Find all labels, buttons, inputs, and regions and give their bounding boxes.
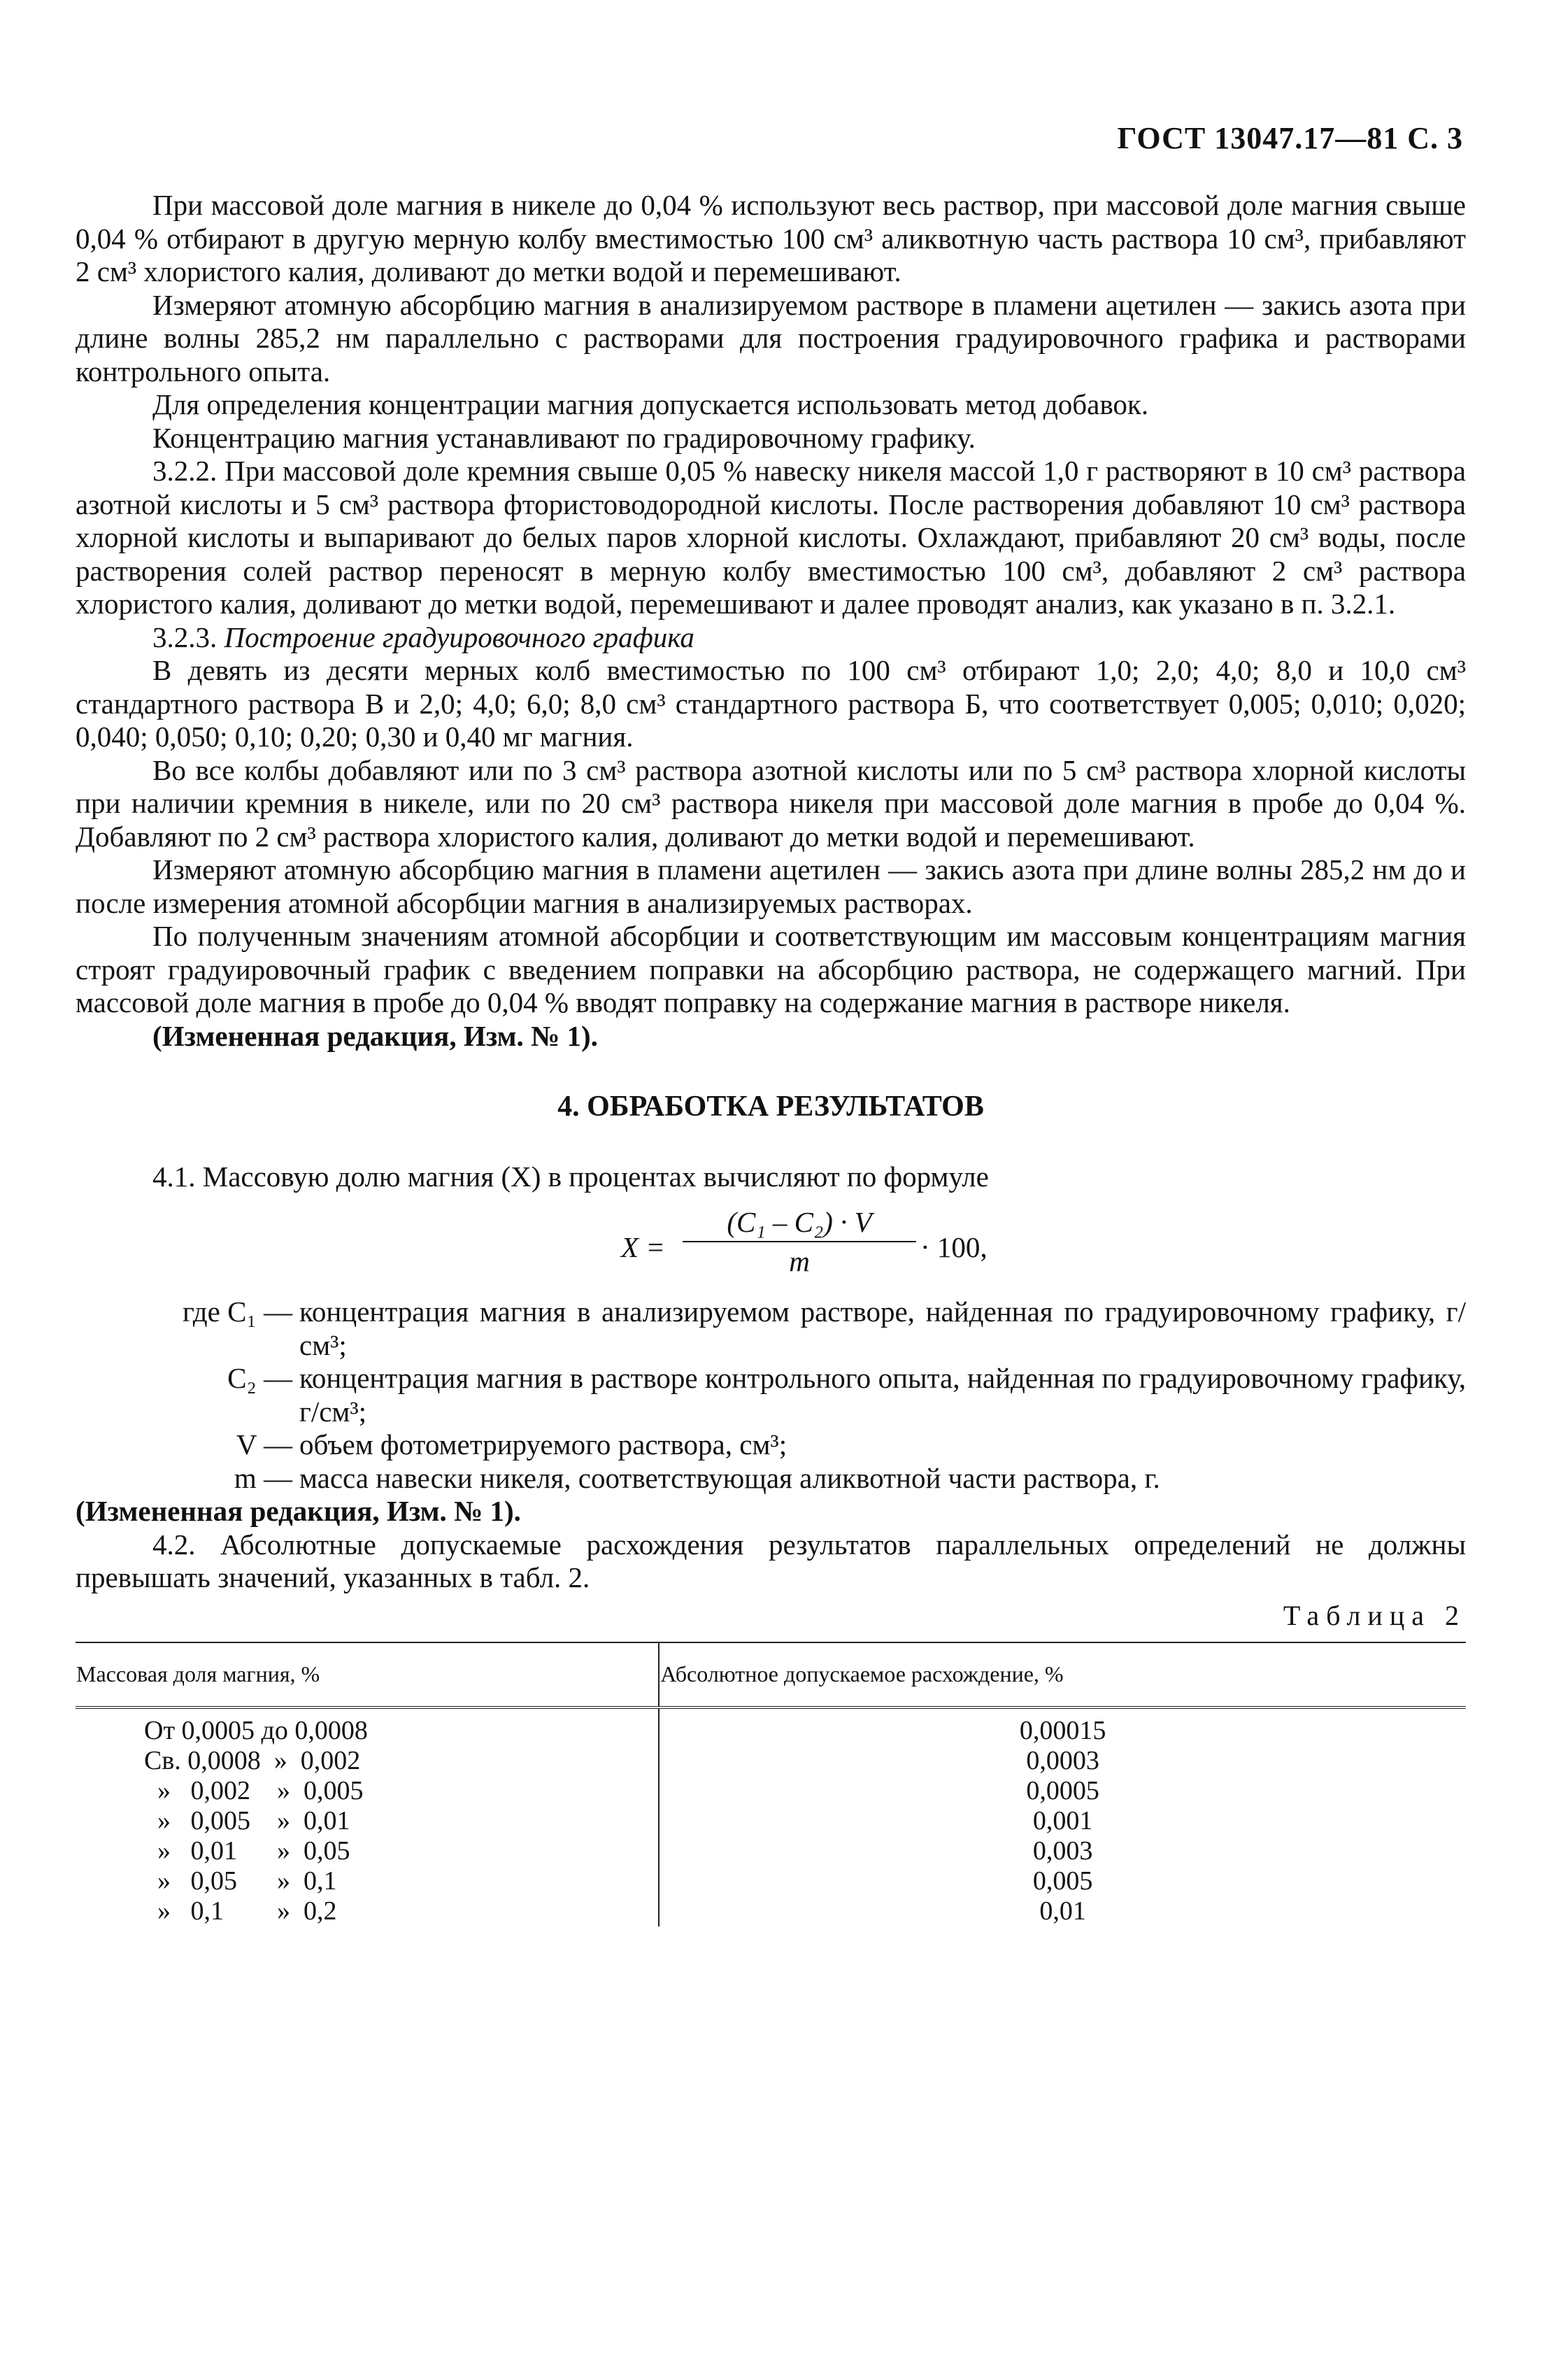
definition-text: концентрация магния в анализируемом растворе, найденная по градуировочному графику, г/см³; xyxy=(299,1295,1466,1361)
variable-definitions xyxy=(76,1295,1466,1495)
table-cell: » 0,1 » 0,2 xyxy=(144,1896,337,1926)
fraction-bar xyxy=(683,1241,916,1242)
definition-symbol: V — xyxy=(236,1428,292,1461)
subsection-heading xyxy=(76,621,1466,655)
table-cell: 0,00015 xyxy=(1019,1716,1106,1745)
amendment-note: (Измененная редакция, Изм. № 1). xyxy=(152,1019,598,1052)
formula-denominator: m xyxy=(789,1245,810,1277)
amendment-note: (Измененная редакция, Изм. № 1). xyxy=(76,1495,521,1527)
definition-row xyxy=(76,1362,1466,1428)
table-cell: 0,0005 xyxy=(1026,1776,1099,1805)
table-cell: 0,003 xyxy=(1032,1836,1093,1866)
paragraph: Измеряют атомную абсорбцию магния в анализируемом растворе в пламени ацетилен — закись азота при длине волны 285,2 нм параллельно с растворами для построения градуировочного графика и растворами контрольного опыта. xyxy=(76,288,1466,388)
table-cell: » 0,01 » 0,05 xyxy=(144,1836,350,1866)
section-title: 4. ОБРАБОТКА РЕЗУЛЬТАТОВ xyxy=(557,1091,984,1123)
tolerance-table xyxy=(76,1642,1466,1926)
paragraph: Во все колбы добавляют или по 3 см³ раствора азотной кислоты или по 5 см³ раствора хлорной кислоты при наличии кремния в никеле, или по 20 см³ раствора никеля при массовой доле магния в пробе до 0,04 %. Добавляют по 2 см³ раствора хлористого калия, доливают до метки водой и перемешивают. xyxy=(76,753,1466,853)
definition-row xyxy=(76,1295,1466,1362)
formula xyxy=(76,1206,1466,1281)
paragraph: 4.2. Абсолютные допускаемые расхождения результатов параллельных определений не должны превышать значений, указанных в табл. 2. xyxy=(76,1528,1466,1593)
definition-text: концентрация магния в растворе контрольного опыта, найденная по градуировочному графику, г/см³; xyxy=(299,1362,1466,1428)
formula-rhs: · 100, xyxy=(920,1231,988,1263)
table-cell: 0,0003 xyxy=(1026,1746,1099,1775)
formula-numerator: (C₁ – C₂) · V xyxy=(727,1206,872,1238)
subsection-number: 3.2.3. xyxy=(152,620,224,653)
table-cell: » 0,05 » 0,1 xyxy=(144,1866,337,1896)
paragraph: Для определения концентрации магния допускается использовать метод добавок. xyxy=(152,388,1149,420)
table-cell: » 0,005 » 0,01 xyxy=(144,1806,350,1835)
definition-symbol: где C₁ — xyxy=(183,1295,292,1328)
table-cell: Св. 0,0008 » 0,002 xyxy=(144,1746,361,1775)
paragraph: При массовой доле магния в никеле до 0,04 % используют весь раствор, при массовой доле магния свыше 0,04 % отбирают в другую мерную колбу вместимостью 100 см³ аликвотную часть раствора 10 см³, прибавляют 2 см³ хлористого калия, доливают до метки водой и перемешивают. xyxy=(76,189,1466,287)
paragraph: Концентрацию магния устанавливают по градировочному графику. xyxy=(152,421,976,454)
table-caption: Таблица 2 xyxy=(1283,1599,1466,1631)
table-cell: От 0,0005 до 0,0008 xyxy=(144,1716,368,1745)
table-cell: 0,01 xyxy=(1039,1896,1086,1926)
definition-text: объем фотометрируемого раствора, см³; xyxy=(299,1428,787,1461)
definition-row xyxy=(76,1428,1466,1462)
table-row xyxy=(76,1707,1466,1926)
table-header-row xyxy=(76,1642,1466,1707)
table-cell: 0,005 xyxy=(1032,1866,1093,1896)
paragraph: В девять из десяти мерных колб вместимостью по 100 см³ отбирают 1,0; 2,0; 4,0; 8,0 и 10,0 см³ стандартного раствора В и 2,0; 4,0; 6,0; 8,0 см³ стандартного раствора Б, что соответствует 0,005; 0,010; 0,020; 0,040; 0,050; 0,10; 0,20; 0,30 и 0,40 мг магния. xyxy=(76,654,1466,753)
table-cell: 0,001 xyxy=(1032,1806,1093,1835)
table-cell: » 0,002 » 0,005 xyxy=(144,1776,364,1805)
running-header: ГОСТ 13047.17—81 С. 3 xyxy=(1117,121,1463,155)
tolerance-column xyxy=(659,1707,1466,1926)
column-header: Абсолютное допускаемое расхождение, % xyxy=(659,1642,1466,1707)
definition-text: масса навески никеля, соответствующая аликвотной части раствора, г. xyxy=(299,1461,1160,1494)
formula-lhs: X = xyxy=(621,1231,665,1263)
definition-symbol: m — xyxy=(234,1461,292,1494)
mass-fraction-column xyxy=(76,1707,659,1926)
paragraph: 4.1. Массовую долю магния (X) в процентах вычисляют по формуле xyxy=(152,1160,989,1193)
document-body xyxy=(76,189,1466,1926)
paragraph: Измеряют атомную абсорбцию магния в пламени ацетилен — закись азота при длине волны 285,2 нм до и после измерения атомной абсорбции магния в анализируемых растворах. xyxy=(76,853,1466,919)
column-header: Массовая доля магния, % xyxy=(76,1642,659,1707)
definition-row xyxy=(76,1462,1466,1496)
paragraph: По полученным значениям атомной абсорбции и соответствующим им массовым концентрациям магния строят градуировочный график с введением поправки на абсорбцию раствора, не содержащего магний. При массовой доле магния в пробе до 0,04 % вводят поправку на содержание магния в растворе никеля. xyxy=(76,920,1466,1018)
paragraph: 3.2.2. При массовой доле кремния свыше 0,05 % навеску никеля массой 1,0 г растворяют в 10 см³ раствора азотной кислоты и 5 см³ раствора фтористоводородной кислоты. После растворения добавляют 10 см³ раствора хлорной кислоты и выпаривают до белых паров хлорной кислоты. Охлаждают, прибавляют 20 см³ воды, после растворения солей раствор переносят в мерную колбу вместимостью 100 см³, добавляют 2 см³ раствора хлористого калия, доливают до метки водой, перемешивают и далее проводят анализ, как указано в п. 3.2.1. xyxy=(76,455,1466,620)
definition-symbol: C₂ — xyxy=(227,1362,292,1394)
subsection-title: Построение градуировочного графика xyxy=(224,620,694,653)
